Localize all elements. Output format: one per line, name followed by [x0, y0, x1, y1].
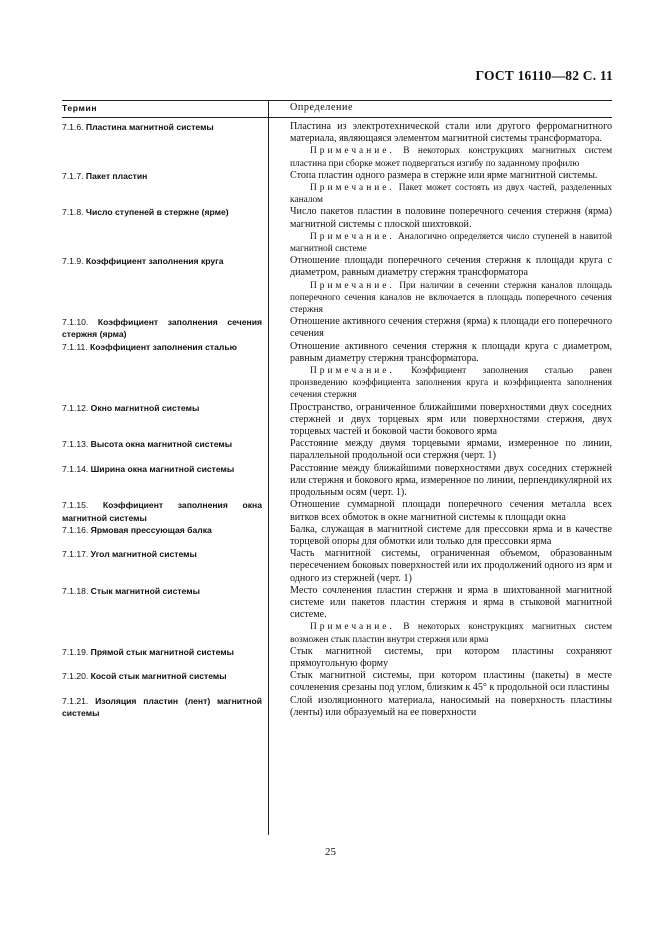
table-row — [62, 170, 612, 207]
term-cell — [62, 206, 268, 255]
definition-text: Стык магнитной системы, при котором пластины сохраняют прямоугольную форму — [290, 645, 612, 669]
definition-text: Стык магнитной системы, при котором пластины (пакеты) в месте сочленения срезаны под углом, близким к 45° к продольной оси пластины — [290, 670, 612, 694]
definition-cell — [268, 548, 612, 585]
term-number: 7.1.7. — [62, 170, 84, 181]
definition-note — [290, 621, 612, 645]
term-text: Косой стык магнитной системы — [90, 671, 227, 682]
term-text: Число ступеней в стержне (ярме) — [85, 207, 229, 218]
term-cell — [62, 255, 268, 316]
definition-note — [290, 365, 612, 402]
note-label: Примечание. — [310, 622, 395, 633]
term-number: 7.1.12. — [62, 402, 89, 413]
definition-text: Балка, служащая в магнитной системе для прессовки ярма и в качестве торцевой опоры для обмотки или только для прессовки ярма — [290, 523, 612, 547]
definition-text: Слой изоляционного материала, наносимый на поверхность пластины (ленты) или образуемый на ее поверхности — [290, 694, 612, 718]
term-cell — [62, 438, 268, 462]
definition-text: Пространство, ограниченное ближайшими поверхностями двух соседних стержней и двух торцевых ярм или поверхностями стержня, двух торцевых частей и боковой части бокового ярма — [290, 401, 612, 438]
definition-cell — [268, 499, 612, 523]
table-row — [62, 524, 612, 548]
term-number: 7.1.8. — [62, 207, 84, 218]
table-row — [62, 548, 612, 585]
table-row — [62, 121, 612, 170]
definition-text: Часть магнитной системы, ограниченная объемом, образованным пересечением боковых поверхностей или их продолжений одного из ярм и одного из стержней (черт. 1) — [290, 548, 612, 584]
note-label: Примечание. — [310, 231, 395, 242]
definition-text: Отношение активного сечения стержня (ярма) к площади его поперечного сечения — [290, 316, 612, 340]
definition-cell — [268, 170, 612, 207]
term-text: Коэффициент заполнения окна магнитной системы — [62, 500, 262, 523]
page-number: 25 — [325, 846, 336, 858]
definition-note — [290, 145, 612, 169]
definition-text: Место сочленения пластин стержня и ярма в шихтованной магнитной системе или пакетов пластин стержня и ярма в стыковой магнитной системе. — [290, 584, 612, 621]
term-text: Коэффициент заполнения круга — [85, 256, 224, 267]
page-header: ГОСТ 16110—82 С. 11 — [475, 68, 613, 83]
term-cell — [62, 585, 268, 646]
definition-text: Расстояние между ближайшими поверхностями двух соседних стержней или стержня и бокового ярма, измеренное по линии, перпендикулярной их продольным осям (черт. 1). — [290, 462, 612, 499]
note-label: Примечание. — [310, 280, 395, 291]
term-text: Коэффициент заполнения сечения стержня (ярма) — [62, 317, 263, 340]
term-cell — [62, 341, 268, 402]
note-text: Аналогично определяется число ступеней в навитой магнитной системе — [290, 231, 612, 255]
term-text: Высота окна магнитной системы — [90, 439, 233, 450]
definition-cell — [268, 646, 612, 670]
table-row — [62, 255, 612, 316]
note-text: В некоторых конструкциях магнитных систем пластина при сборке может подвергаться изгибу по заданному профилю — [290, 146, 612, 169]
term-text: Окно магнитной системы — [90, 402, 200, 413]
definition-text: Отношение площади поперечного сечения стержня к площади круга с диаметром, равным диаметру стержня трансформатора — [290, 255, 612, 279]
term-cell — [62, 121, 268, 170]
note-text: Пакет может состоять из двух частей, разделенных каналом — [290, 183, 613, 206]
definition-cell — [268, 463, 612, 500]
term-cell — [62, 316, 268, 340]
term-cell — [62, 670, 268, 694]
term-text: Пакет пластин — [85, 170, 148, 181]
term-number: 7.1.14. — [62, 463, 89, 474]
note-text: При наличии в сечении стержня каналов площадь поперечного сечения каналов не включается в площадь поперечного сечения стержня — [290, 280, 612, 316]
table-row — [62, 670, 612, 694]
definition-cell — [268, 438, 612, 462]
definition-cell — [268, 670, 612, 694]
table-top-rule — [62, 100, 612, 101]
definition-text: Пластина из электротехнической стали или другого ферромагнитного материала, являющаяся элементом магнитной системы трансформатора. — [290, 121, 612, 145]
definition-note — [290, 280, 612, 317]
definition-note — [290, 231, 612, 255]
term-number: 7.1.16. — [62, 524, 89, 535]
table-row — [62, 695, 612, 719]
term-text: Ярмовая прессующая балка — [90, 524, 212, 535]
definition-cell — [268, 585, 612, 646]
term-number: 7.1.9. — [62, 256, 84, 267]
term-number: 7.1.13. — [62, 439, 89, 450]
table-row — [62, 206, 612, 255]
term-text: Угол магнитной системы — [90, 549, 197, 560]
term-number: 7.1.18. — [62, 585, 89, 596]
note-label: Примечание. — [310, 146, 395, 157]
definition-cell — [268, 695, 612, 719]
term-cell — [62, 548, 268, 585]
table-row — [62, 585, 612, 646]
note-label: Примечание. — [310, 183, 395, 194]
term-cell — [62, 524, 268, 548]
definition-cell — [268, 341, 612, 402]
definition-cell — [268, 402, 612, 439]
definition-cell — [268, 121, 612, 170]
term-number: 7.1.11. — [62, 341, 88, 352]
definition-text: Отношение суммарной площади поперечного сечения металла всех витков всех обмоток в окне магнитной системы к площади окна — [290, 499, 612, 523]
term-text: Пластина магнитной системы — [85, 122, 214, 132]
note-text: Коэффициент заполнения сталью равен произведению коэффициента заполнения круга и коэффициента заполнения сечения стержня — [290, 366, 613, 401]
column-header-definition: Определение — [290, 102, 354, 113]
term-number: 7.1.6. — [62, 122, 84, 132]
term-number: 7.1.15. — [62, 500, 89, 511]
table-row — [62, 402, 612, 439]
table-row — [62, 499, 612, 523]
term-text: Прямой стык магнитной системы — [90, 646, 234, 657]
table-header-rule — [62, 117, 612, 118]
definition-text: Отношение активного сечения стержня к площади круга с диаметром, равным диаметру стержня трансформатора. — [290, 340, 612, 364]
terms-table — [62, 121, 612, 719]
term-cell — [62, 463, 268, 500]
table-row — [62, 341, 612, 402]
term-text: Ширина окна магнитной системы — [90, 463, 235, 474]
term-cell — [62, 646, 268, 670]
term-number: 7.1.10. — [62, 317, 89, 328]
table-row — [62, 316, 612, 340]
table-row — [62, 463, 612, 500]
term-cell — [62, 170, 268, 207]
note-label: Примечание. — [310, 366, 395, 377]
column-header-term: Термин — [62, 103, 98, 113]
term-cell — [62, 402, 268, 439]
definition-cell — [268, 316, 612, 340]
term-number: 7.1.17. — [62, 549, 89, 560]
term-cell — [62, 695, 268, 719]
term-number: 7.1.21. — [62, 695, 89, 706]
term-number: 7.1.19. — [62, 646, 89, 657]
definition-cell — [268, 524, 612, 548]
definition-cell — [268, 206, 612, 255]
term-cell — [62, 499, 268, 523]
term-text: Изоляция пластин (лент) магнитной системы — [62, 695, 262, 718]
term-text: Стык магнитной системы — [90, 585, 200, 596]
definition-cell — [268, 255, 612, 316]
definition-note — [290, 182, 612, 206]
note-text: В некоторых конструкциях магнитных систем возможен стык пластин внутри стержня или ярма — [290, 622, 612, 645]
definition-text: Число пакетов пластин в половине поперечного сечения стержня (ярма) магнитной системы с плоской шихтовкой. — [290, 206, 612, 230]
definition-text: Расстояние между двумя торцевыми ярмами, измеренное по линии, параллельной продольной оси стержня (черт. 1) — [290, 438, 612, 462]
table-row — [62, 438, 612, 462]
definition-text: Стопа пластин одного размера в стержне или ярме магнитной системы. — [290, 169, 598, 181]
term-text: Коэффициент заполнения сталью — [90, 341, 237, 352]
table-row — [62, 646, 612, 670]
term-number: 7.1.20. — [62, 671, 89, 682]
